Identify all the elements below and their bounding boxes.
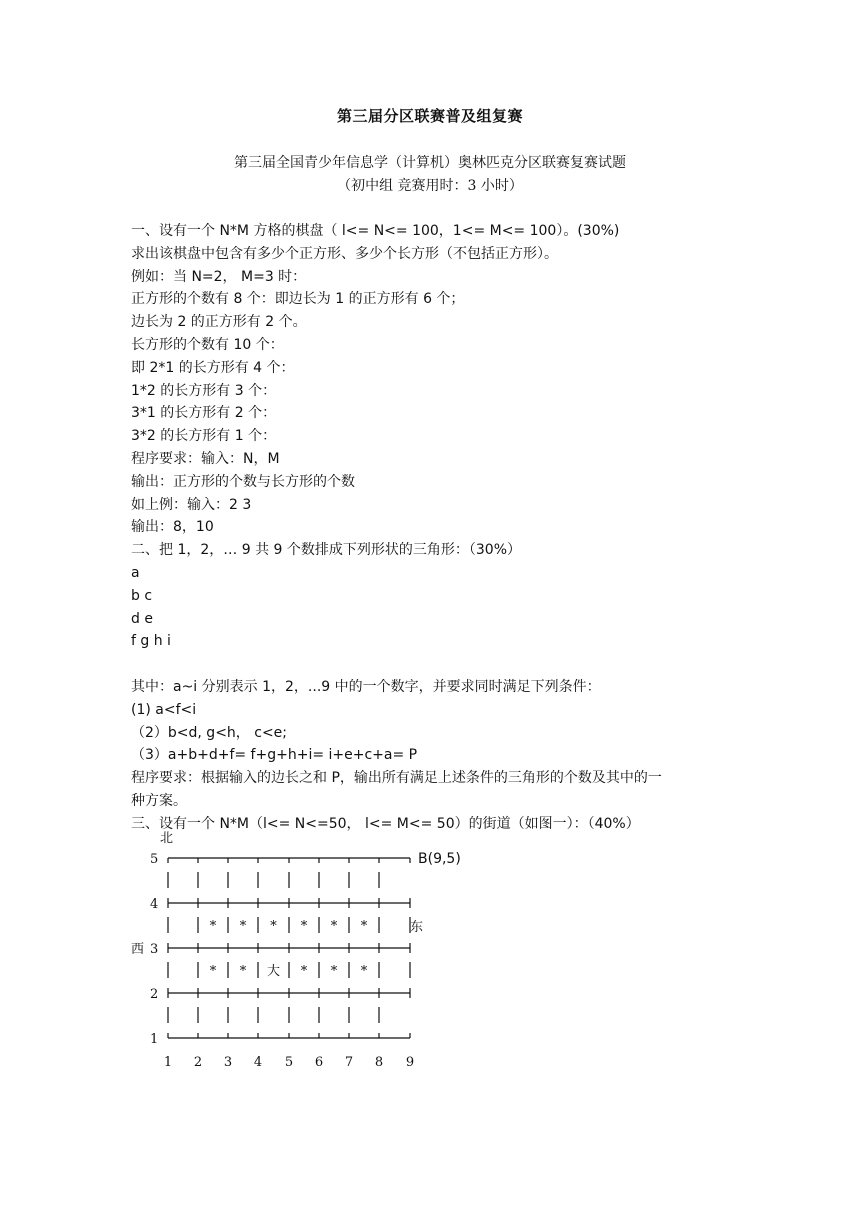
- body-line: 输出：8，10: [131, 519, 214, 536]
- column-label-5: 5: [284, 1055, 294, 1070]
- problem-3-heading: 三、设有一个 N*M（l<= N<=50， l<= M<= 50）的街道（如图一）：（40%）: [131, 815, 640, 832]
- column-label-4: 4: [253, 1055, 263, 1070]
- triangle-row: b c: [131, 587, 153, 604]
- block-star: *: [300, 964, 308, 979]
- west-label: 西: [131, 942, 145, 957]
- triangle-row: a: [131, 564, 140, 581]
- body-line: 边长为 2 的正方形有 2 个。: [131, 314, 307, 331]
- document-subtitle-time: （初中组 竞赛用时：3 小时）: [337, 178, 523, 194]
- block-star: *: [209, 919, 217, 934]
- column-label-9: 9: [405, 1055, 415, 1070]
- north-label: 北: [160, 831, 174, 846]
- triangle-row: f g h i: [131, 633, 171, 650]
- body-line: 3*1 的长方形有 2 个：: [131, 405, 277, 422]
- problem-1-heading: 一、设有一个 N*M 方格的棋盘（ l<= N<= 100，1<= M<= 100）。(30%): [131, 223, 620, 239]
- row-label-5: 5: [150, 852, 159, 867]
- body-line: 正方形的个数有 8 个：即边长为 1 的正方形有 6 个；: [131, 291, 465, 308]
- row-label-4: 4: [150, 897, 159, 912]
- block-star: *: [239, 919, 247, 934]
- body-line: 3*2 的长方形有 1 个：: [131, 428, 277, 445]
- grid-lines: [168, 858, 410, 1038]
- block-star: *: [239, 964, 247, 979]
- body-line: 1*2 的长方形有 3 个：: [131, 382, 277, 399]
- column-label-1: 1: [163, 1055, 173, 1070]
- block-star: *: [270, 919, 277, 934]
- block-star: *: [330, 964, 338, 979]
- b-point-label: B(9,5): [418, 851, 461, 867]
- column-label-7: 7: [344, 1055, 354, 1070]
- body-line: 长方形的个数有 10 个：: [131, 336, 284, 353]
- block-star: *: [360, 964, 368, 979]
- document-subtitle: 第三届全国青少年信息学（计算机）奥林匹克分区联赛复赛试题: [234, 155, 626, 171]
- body-line: 其中：a~i 分别表示 1，2，...9 中的一个数字，并要求同时满足下列条件：: [131, 678, 601, 695]
- body-line: 程序要求：根据输入的边长之和 P，输出所有满足上述条件的三角形的个数及其中的一: [131, 770, 662, 787]
- column-label-6: 6: [314, 1055, 324, 1070]
- triangle-row: d e: [131, 610, 153, 627]
- block-star: *: [209, 964, 217, 979]
- body-line: 如上例：输入：2 3: [131, 496, 252, 513]
- body-line: (1) a<f<i: [131, 701, 197, 718]
- block-big-label: 大: [266, 964, 281, 979]
- body-line: （3）a+b+d+f= f+g+h+i= i+e+c+a= P: [131, 747, 418, 764]
- body-line: 种方案。: [131, 792, 187, 809]
- body-line: 即 2*1 的长方形有 4 个：: [131, 359, 295, 376]
- block-star: *: [300, 919, 308, 934]
- problem-2-heading: 二、把 1，2，… 9 共 9 个数排成下列形状的三角形：（30%）: [131, 542, 521, 559]
- body-line: （2）b<d, g<h， c<e;: [131, 724, 288, 741]
- column-label-8: 8: [374, 1055, 384, 1070]
- row-label-1: 1: [150, 1032, 159, 1047]
- block-star: *: [360, 919, 368, 934]
- document-title: 第三届分区联赛普及组复赛: [336, 107, 523, 125]
- row-label-3: 3: [150, 942, 159, 957]
- column-label-2: 2: [193, 1055, 203, 1070]
- east-label: 东: [410, 920, 424, 935]
- blank-line: [131, 653, 741, 676]
- body-line: 例如：当 N=2， M=3 时：: [131, 268, 307, 285]
- document-body: [131, 220, 741, 836]
- body-line: 求出该棋盘中包含有多少个正方形、多少个长方形（不包括正方形）。: [131, 245, 558, 262]
- grid-labels: [131, 831, 461, 1070]
- body-line: 输出：正方形的个数与长方形的个数: [131, 473, 355, 490]
- column-label-3: 3: [223, 1055, 233, 1070]
- body-line: 程序要求：输入：N，M: [131, 450, 280, 467]
- row-label-2: 2: [150, 987, 159, 1002]
- block-star: *: [330, 919, 338, 934]
